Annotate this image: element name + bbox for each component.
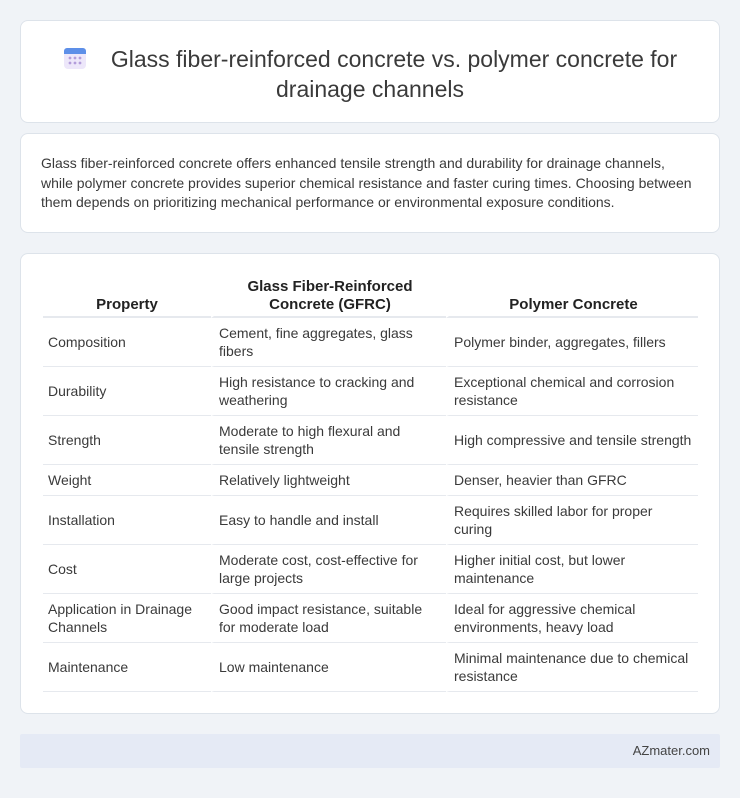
- summary-text: Glass fiber-reinforced concrete offers enhanced tensile strength and durability for drainage channels, while polymer concrete provides superior chemical resistance and faster curing times. Choosing between them depends on prioritizing mechanical performance or environmental exposure conditions.: [41, 155, 692, 210]
- cell-gfrc: Low maintenance: [211, 643, 446, 692]
- header-polymer: Polymer Concrete: [446, 276, 698, 318]
- table-row: [43, 367, 698, 416]
- cell-gfrc: High resistance to cracking and weathering: [211, 367, 446, 416]
- comparison-table: [43, 276, 698, 692]
- cell-property: Weight: [43, 465, 211, 496]
- cell-property: Durability: [43, 367, 211, 416]
- table-row: [43, 465, 698, 496]
- cell-property: Maintenance: [43, 643, 211, 692]
- cell-polymer: Polymer binder, aggregates, fillers: [446, 318, 698, 367]
- table-header-row: [43, 276, 698, 318]
- cell-polymer: Requires skilled labor for proper curing: [446, 496, 698, 545]
- table-row: [43, 643, 698, 692]
- page-title: Glass fiber-reinforced concrete vs. polymer concrete for drainage channels: [110, 46, 678, 102]
- cell-property: Composition: [43, 318, 211, 367]
- footer-brand[interactable]: AZmater.com: [632, 743, 710, 758]
- cell-polymer: Minimal maintenance due to chemical resistance: [446, 643, 698, 692]
- cell-gfrc: Relatively lightweight: [211, 465, 446, 496]
- cell-gfrc: Moderate to high flexural and tensile strength: [211, 416, 446, 465]
- calendar-icon: [63, 46, 87, 70]
- cell-polymer: Exceptional chemical and corrosion resistance: [446, 367, 698, 416]
- cell-polymer: Higher initial cost, but lower maintenance: [446, 545, 698, 594]
- cell-polymer: Denser, heavier than GFRC: [446, 465, 698, 496]
- cell-polymer: Ideal for aggressive chemical environments, heavy load: [446, 594, 698, 643]
- cell-gfrc: Good impact resistance, suitable for moderate load: [211, 594, 446, 643]
- summary-card: [20, 133, 720, 233]
- cell-property: Strength: [43, 416, 211, 465]
- table-row: [43, 318, 698, 367]
- header-gfrc: Glass Fiber-Reinforced Concrete (GFRC): [211, 276, 446, 318]
- page-title-wrap: [21, 44, 719, 104]
- cell-property: Application in Drainage Channels: [43, 594, 211, 643]
- table-row: [43, 545, 698, 594]
- footer: [20, 734, 720, 768]
- cell-property: Cost: [43, 545, 211, 594]
- cell-property: Installation: [43, 496, 211, 545]
- table-row: [43, 416, 698, 465]
- cell-gfrc: Moderate cost, cost-effective for large projects: [211, 545, 446, 594]
- table-row: [43, 594, 698, 643]
- cell-gfrc: Easy to handle and install: [211, 496, 446, 545]
- table-row: [43, 496, 698, 545]
- cell-gfrc: Cement, fine aggregates, glass fibers: [211, 318, 446, 367]
- title-card: [20, 20, 720, 123]
- header-property: Property: [43, 276, 211, 318]
- comparison-card: [20, 253, 720, 714]
- cell-polymer: High compressive and tensile strength: [446, 416, 698, 465]
